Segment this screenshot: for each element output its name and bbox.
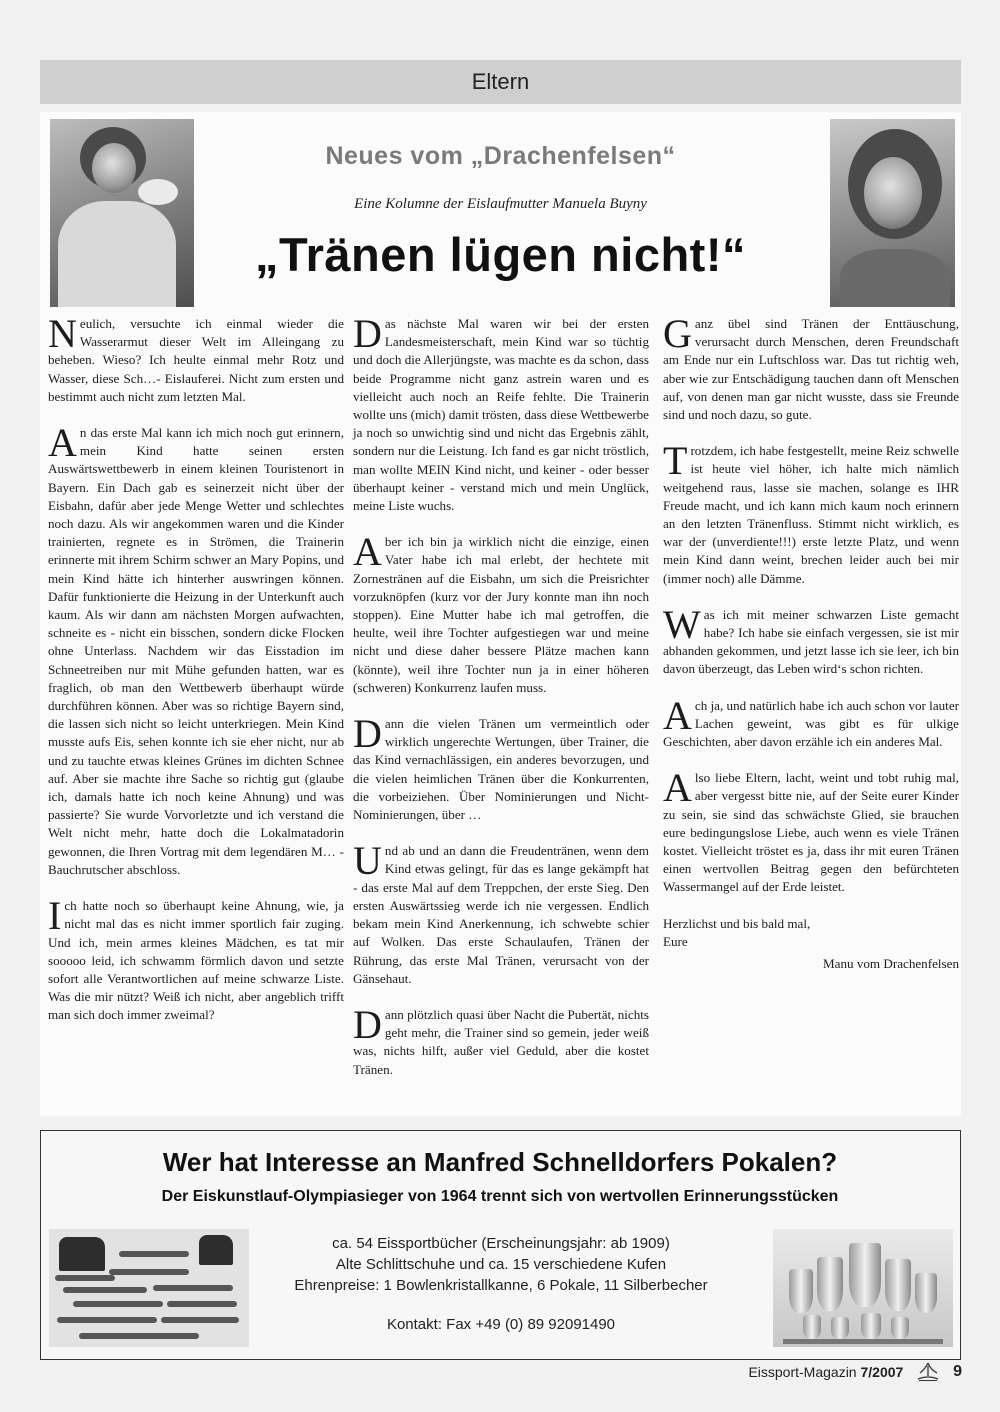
ad-line: Ehrenpreise: 1 Bowlenkristallkanne, 6 Pokale, 11 Silberbecher [294, 1277, 708, 1294]
drop-cap: N [48, 311, 77, 356]
paragraph: Also liebe Eltern, lacht, weint und tobt ruhig mal, aber vergesst bitte nie, auf der Seite eurer Kinder zu sein, sie sind das schwächste Glied, sie brauchen eure bedingungslose Liebe, auch wenn es viele Tränen kostet. Vielleicht tröstet es ja, dass ihr mit euren Tränen einen wertvollen Beitrag gegen den befürchteten Wassermangel auf der Erde leistet. [663, 765, 959, 895]
paragraph: An das erste Mal kann ich mich noch gut erinnern, mein Kind hatte seinen ersten Auswärtswettbewerb in einem kleinen Touristenort in Bayern. Ein Dach gab es seinerzeit nicht über der Eisbahn, dafür aber jede Menge Wetter und schlechtes noch dazu. Als wir angekommen waren und die Kinder trainierten, regnete es in Strömen, die Trainerin erinnerte mit ihrem Schirm schwer an Mary Popins, und mein Kind hätte ich hinterher auswringen können. Dafür funktionierte die Heizung in der Unterkunft auch kaum. Als wir dann am nächsten Morgen aufwachten, schneite es - nicht ein bisschen, sondern dicke Flocken ohne Unterlass. Nachdem wir das Eisstadion im Schneetreiben nur mit Mühe gefunden hatten, war es fraglich, ob man den Wettbewerb überhaupt würde durchführen können. Aber was so richtige Bayern sind, die lassen sich nicht so leicht unterkriegen. Mein Kind musste aufs Eis, sehen konnte ich sie eher nicht, nur ab und zu tauchte etwas kleines Grünes im dichten Schnee auf. Aber sie machte ihre Sache so richtig gut (glaube ich, damals hatte ich noch keine Ahnung) und was passierte? Sie wurde Vorvorletzte und ich verstand die Welt nicht mehr, hatte doch die Lokalmatadorin gewonnen, die Ihren Vortrag mit dem legendären M… - Bauchrutscher abschloss. [48, 420, 344, 877]
issue-number: 7/2007 [860, 1364, 904, 1380]
drop-cap: T [663, 438, 688, 484]
drop-cap: D [353, 1001, 382, 1047]
ad-item-list [251, 1233, 751, 1296]
drop-cap: W [663, 601, 701, 647]
drop-cap: U [353, 838, 382, 884]
paragraph: Dann die vielen Tränen um vermeintlich oder wirklich ungerechte Wertungen, über Trainer, die das Kind vernachlässigen, ein anderes bevorzugen, und die vielen heimlichen Tränen über die Konkurrenten, die vorbeiziehen. Über Nominierungen und Nicht-Nominierungen, über … [353, 711, 649, 823]
column-kicker: Neues vom „Drachenfelsen“ [325, 142, 676, 170]
paragraph: Ganz übel sind Tränen der Enttäuschung, verursacht durch Menschen, deren Freundschaft am Ende nur ein Luftschloss war. Das tut richtig weh, aber wie zur Entschädigung tauchen dann oft Menschen auf, von denen man gar nicht wusste, dass sie Freunde sind und noch dazu, so gute. [663, 311, 959, 423]
drop-cap: A [48, 420, 77, 466]
trophies-photo [773, 1229, 953, 1347]
paragraph: Und ab und an dann die Freudentränen, wenn dem Kind etwas gelingt, für das es lange gekämpft hat - das erste Mal auf dem Treppchen, der erste Sieg. Den ersten Auswärtssieg werde ich nie vergessen. Endlich bekam mein Kind Anerkennung, ich schwebte schier auf Wolken. Das erste Schaulaufen, Tränen der Rührung, das erste Mal Tränen, verursacht von der Gänsehaut. [353, 838, 649, 986]
drop-cap: A [353, 529, 382, 575]
drop-cap: A [663, 765, 692, 811]
drop-cap: D [353, 311, 382, 356]
paragraph: Das nächste Mal waren wir bei der ersten Landesmeisterschaft, mein Kind war so tüchtig und doch die Allerjüngste, was machte es da schon, dass beide Programme nicht ganz astrein waren und es vielleicht auch noch an Reife fehlte. Die Trainerin wollte uns (mich) damit trösten, dass diese Wettbewerbe ja noch so unwichtig sind und nicht das Ergebnis zählt, sondern nur die Leistung. Ich fand es gar nicht tröstlich, man wollte MEIN Kind nicht, und keiner - oder besser überhaupt keiner - verstand mich und mein Unglück, meine Liste wuchs. [353, 311, 649, 514]
article-headline: „Tränen lügen nicht!“ [255, 228, 746, 281]
text-column-2 [353, 311, 649, 1097]
ad-line: ca. 54 Eissportbücher (Erscheinungsjahr: ab 1909) [332, 1235, 670, 1252]
magazine-name: Eissport-Magazin [748, 1364, 857, 1380]
closing-line: Herzlichst und bis bald mal, [663, 915, 811, 931]
section-title: Eltern [471, 69, 530, 94]
closing-eure: Eure [663, 933, 688, 949]
text-column-1 [48, 311, 344, 1043]
text-column-3 [663, 311, 959, 991]
paragraph: Trotzdem, ich habe festgestellt, meine Reiz schwelle ist heute viel höher, ich halte mich nämlich weitgehend raus, lasse sie machen, solange es IHR Freude macht, und ich kann mich kaum noch erinnern an den letzten Tränenfluss. Stimmt nicht wirklich, es war der (unverdiente!!!) erste letzte Platz, und wenn mein Kind dann weint, brechen leider auch bei mir (immer noch) alle Dämme. [663, 438, 959, 586]
column-byline: Eine Kolumne der Eislaufmutter Manuela Buyny [354, 196, 647, 212]
signature: Manu vom Drachenfelsen [823, 956, 959, 972]
paragraph: Neulich, versuchte ich einmal wieder die Wasserarmut dieser Welt im Alleingang zu beheben. Wieso? Ich heulte einmal mehr Rotz und Wasser, diese Sch…- Eislauferei. Nicht zum ersten und bestimmt auch nicht zum letzten Mal. [48, 311, 344, 404]
skater-logo-icon [915, 1362, 941, 1382]
article [40, 112, 961, 1116]
ad-contact: Kontakt: Fax +49 (0) 89 92091490 [386, 1316, 616, 1333]
page-footer [0, 1362, 962, 1384]
paragraph: Ich hatte noch so überhaupt keine Ahnung, wie, ja nicht mal das es nicht immer sportlich fair zuging. Und ich, mein armes kleines Mädchen, es tat mir sooooo leid, ich schwamm förmlich davon und setzte sofort alle Verantwortlichen auf meine schwarze Liste. Was die mir nützt? Weiß ich nicht, aber angeblich trifft man sich doch immer zweimal? [48, 893, 344, 1023]
drop-cap: G [663, 311, 692, 356]
drop-cap: I [48, 893, 62, 939]
paragraph: Dann plötzlich quasi über Nacht die Pubertät, nichts geht mehr, die Trainer sind so gemein, jeder weiß was, nichts hilft, außer viel Geduld, aber die kostet Tränen. [353, 1001, 649, 1077]
ad-subtitle: Der Eiskunstlauf-Olympiasieger von 1964 trennt sich von wertvollen Erinnerungsstücken [161, 1188, 839, 1205]
paragraph: Aber ich bin ja wirklich nicht die einzige, einen Vater habe ich mal erlebt, der hechtete mit Zornestränen auf die Eisbahn, um sich die Preisrichter vorzuknöpfen (kurz vor der Jury konnte man ihn noch stoppen). Eine Mutter habe ich mal getroffen, die heulte, weil ihre Tochter aufgestiegen war und meine nicht und diese daher bessere Plätze machen kann (könnte), weil ihre Tochter nun ja in einer höheren (schweren) Konkurrenz laufen muss. [353, 529, 649, 695]
drop-cap: A [663, 692, 692, 738]
paragraph: Was ich mit meiner schwarzen Liste gemacht habe? Ich habe sie einfach vergessen, sie ist mir abhanden gekommen, und jetzt lasse ich sie leer, ich bin davon überzeugt, das Leben wird‘s schon richten. [663, 601, 959, 677]
advertisement-box [40, 1130, 961, 1360]
paragraph: Ach ja, und natürlich habe ich auch schon vor lauter Lachen geweint, was gibt es für ulkige Geschichten, aber davon erzähle ich ein anderes Mal. [663, 692, 959, 750]
ad-title: Wer hat Interesse an Manfred Schnelldorfers Pokalen? [162, 1147, 838, 1177]
ad-line: Alte Schlittschuhe und ca. 15 verschiedene Kufen [335, 1256, 667, 1273]
page-number: 9 [953, 1363, 962, 1380]
skates-photo [49, 1229, 249, 1347]
section-header [40, 60, 961, 104]
drop-cap: D [353, 711, 382, 757]
